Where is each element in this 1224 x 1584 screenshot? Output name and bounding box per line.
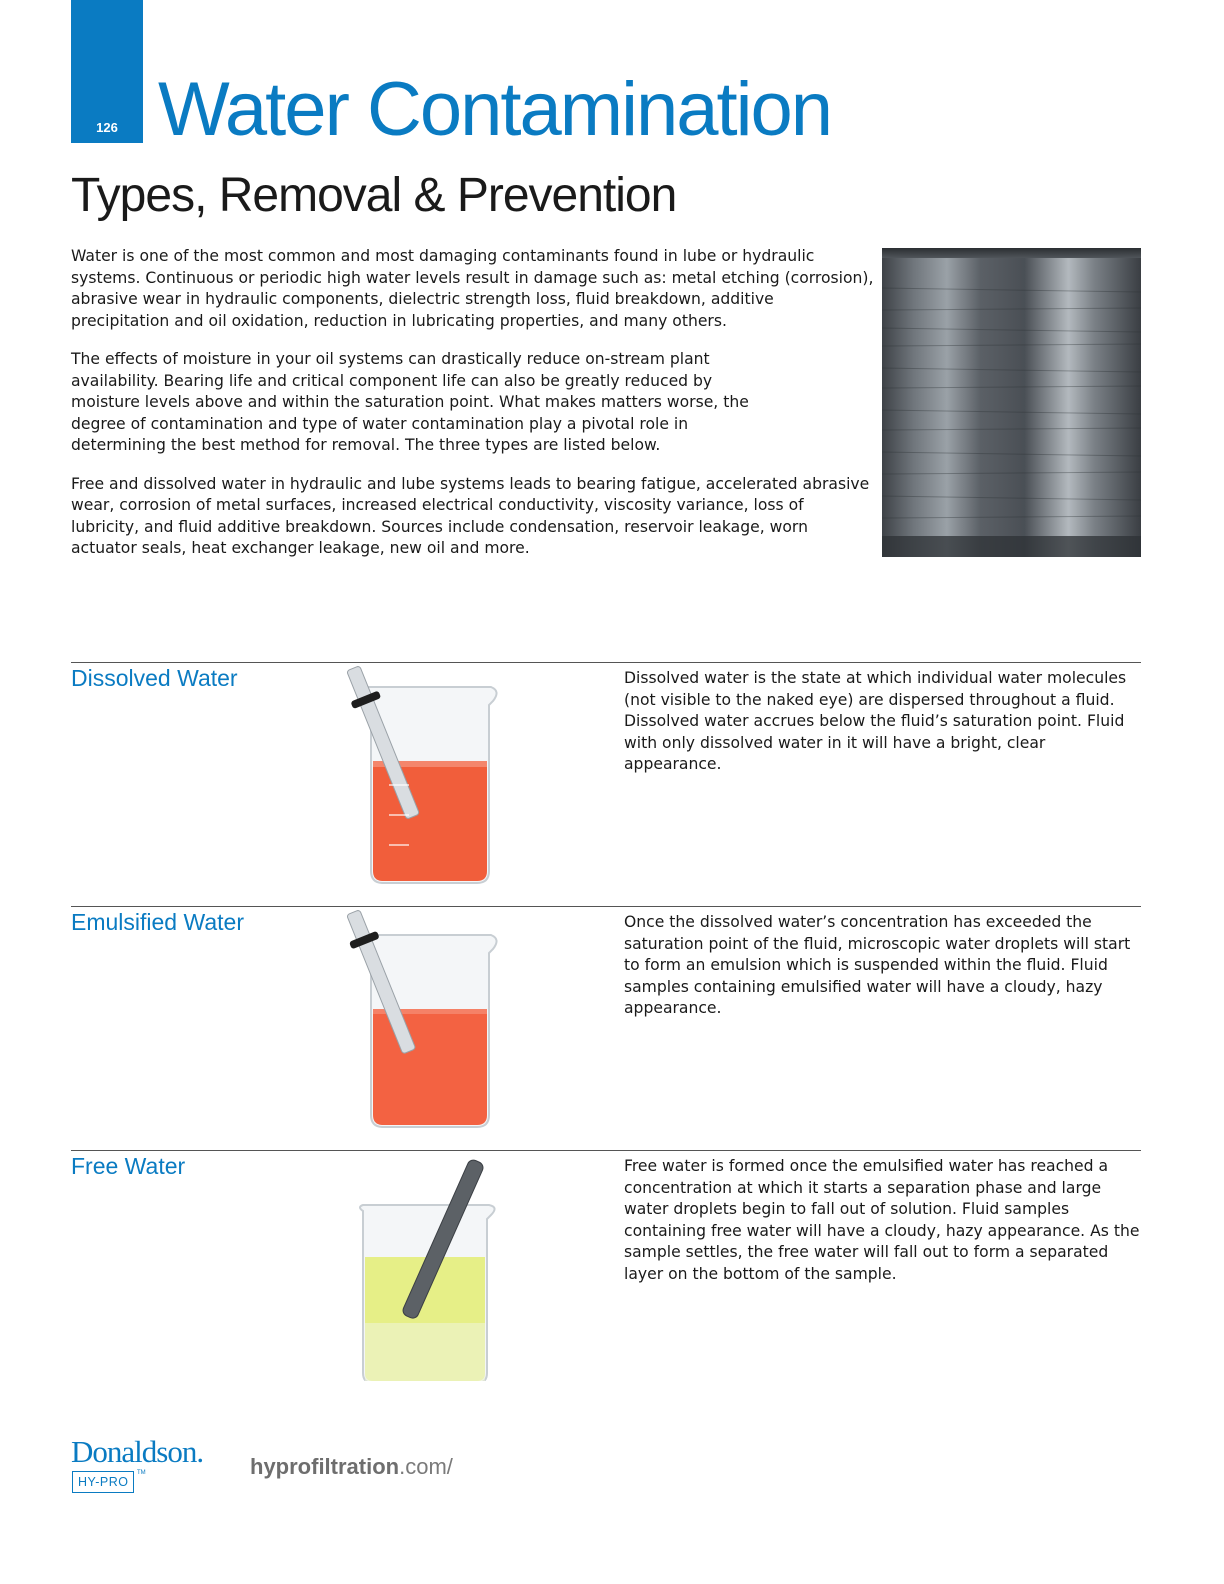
page-title: Water Contamination: [158, 67, 832, 152]
intro-paragraph: The effects of moisture in your oil systems can drastically reduce on-stream plant availability. Bearing life and critical component life can also be greatly reduced by moisture levels above and within the saturation point. What makes matters worse, the degree of contamination and type of water contamination play a pivotal role in determining the best method for removal. The three types are listed below.: [71, 350, 749, 454]
intro-paragraph: Water is one of the most common and most damaging contaminants found in lube or hydraulic systems. Continuous or periodic high water levels result in damage such as: metal etching (corrosion), abrasive wear in hydraulic components, dielectric strength loss, fluid breakdown, additive precipitation and oil oxidation, reduction in lubricating properties, and many others.: [71, 247, 874, 330]
section-title: Emulsified Water: [71, 909, 244, 935]
section-title: Free Water: [71, 1153, 186, 1179]
section-title: Dissolved Water: [71, 665, 238, 691]
section-emulsified-water: [71, 906, 1141, 1147]
intro-text: [71, 246, 876, 577]
bearing-corrosion-photo-graphic: [882, 248, 1141, 557]
beaker-emulsified-water-image: [329, 909, 529, 1137]
intro-paragraph: Free and dissolved water in hydraulic and lube systems leads to bearing fatigue, accelerated abrasive wear, corrosion of metal surfaces, increased electrical conductivity, viscosity variance, loss of lubricity, and fluid additive breakdown. Sources include condensation, reservoir leakage, worn actuator seals, heat exchanger leakage, new oil and more.: [71, 474, 870, 557]
beaker-graphic: [329, 1153, 529, 1381]
section-description: Free water is formed once the emulsified water has reached a concentration at which it starts a separation phase and large water droplets begin to fall out of solution. Fluid samples containing free water will have a cloudy, hazy appearance. As the sample settles, the free water will fall out to form a separated layer on the bottom of the sample.: [624, 1157, 1140, 1283]
beaker-liquid: [373, 1009, 487, 1125]
beaker-dissolved-water-image: [329, 665, 529, 893]
brand-name: Donaldson.: [71, 1434, 204, 1469]
website-url-bold: hyprofiltration: [250, 1454, 400, 1479]
bearing-corrosion-photo: [882, 248, 1141, 557]
website-url-suffix: .com/: [399, 1454, 453, 1479]
section-dissolved-water: [71, 662, 1141, 903]
section-description: Dissolved water is the state at which individual water molecules (not visible to the naked eye) are dispersed throughout a fluid. Dissolved water accrues below the fluid’s saturation point. Fluid with only dissolved water in it will have a bright, clear appearance.: [624, 669, 1127, 773]
website-url[interactable]: [250, 1454, 453, 1480]
donaldson-hypro-logo: [71, 1434, 231, 1496]
section-free-water: [71, 1150, 1141, 1391]
page-tab: [71, 0, 143, 143]
beaker-free-water-image: [329, 1153, 529, 1381]
trademark-mark: TM: [137, 1470, 146, 1476]
page-subtitle: Types, Removal & Prevention: [71, 169, 677, 222]
brand-subname: HY-PRO: [72, 1471, 134, 1493]
beaker-graphic: [329, 665, 529, 893]
beaker-graphic: [329, 909, 529, 1137]
page-number: 126: [96, 120, 118, 135]
section-description: Once the dissolved water’s concentration has exceeded the saturation point of the fluid, microscopic water droplets will start to form an emulsion which is suspended within the fluid. Fluid samples containing emulsified water will have a cloudy, hazy appearance.: [624, 913, 1131, 1017]
